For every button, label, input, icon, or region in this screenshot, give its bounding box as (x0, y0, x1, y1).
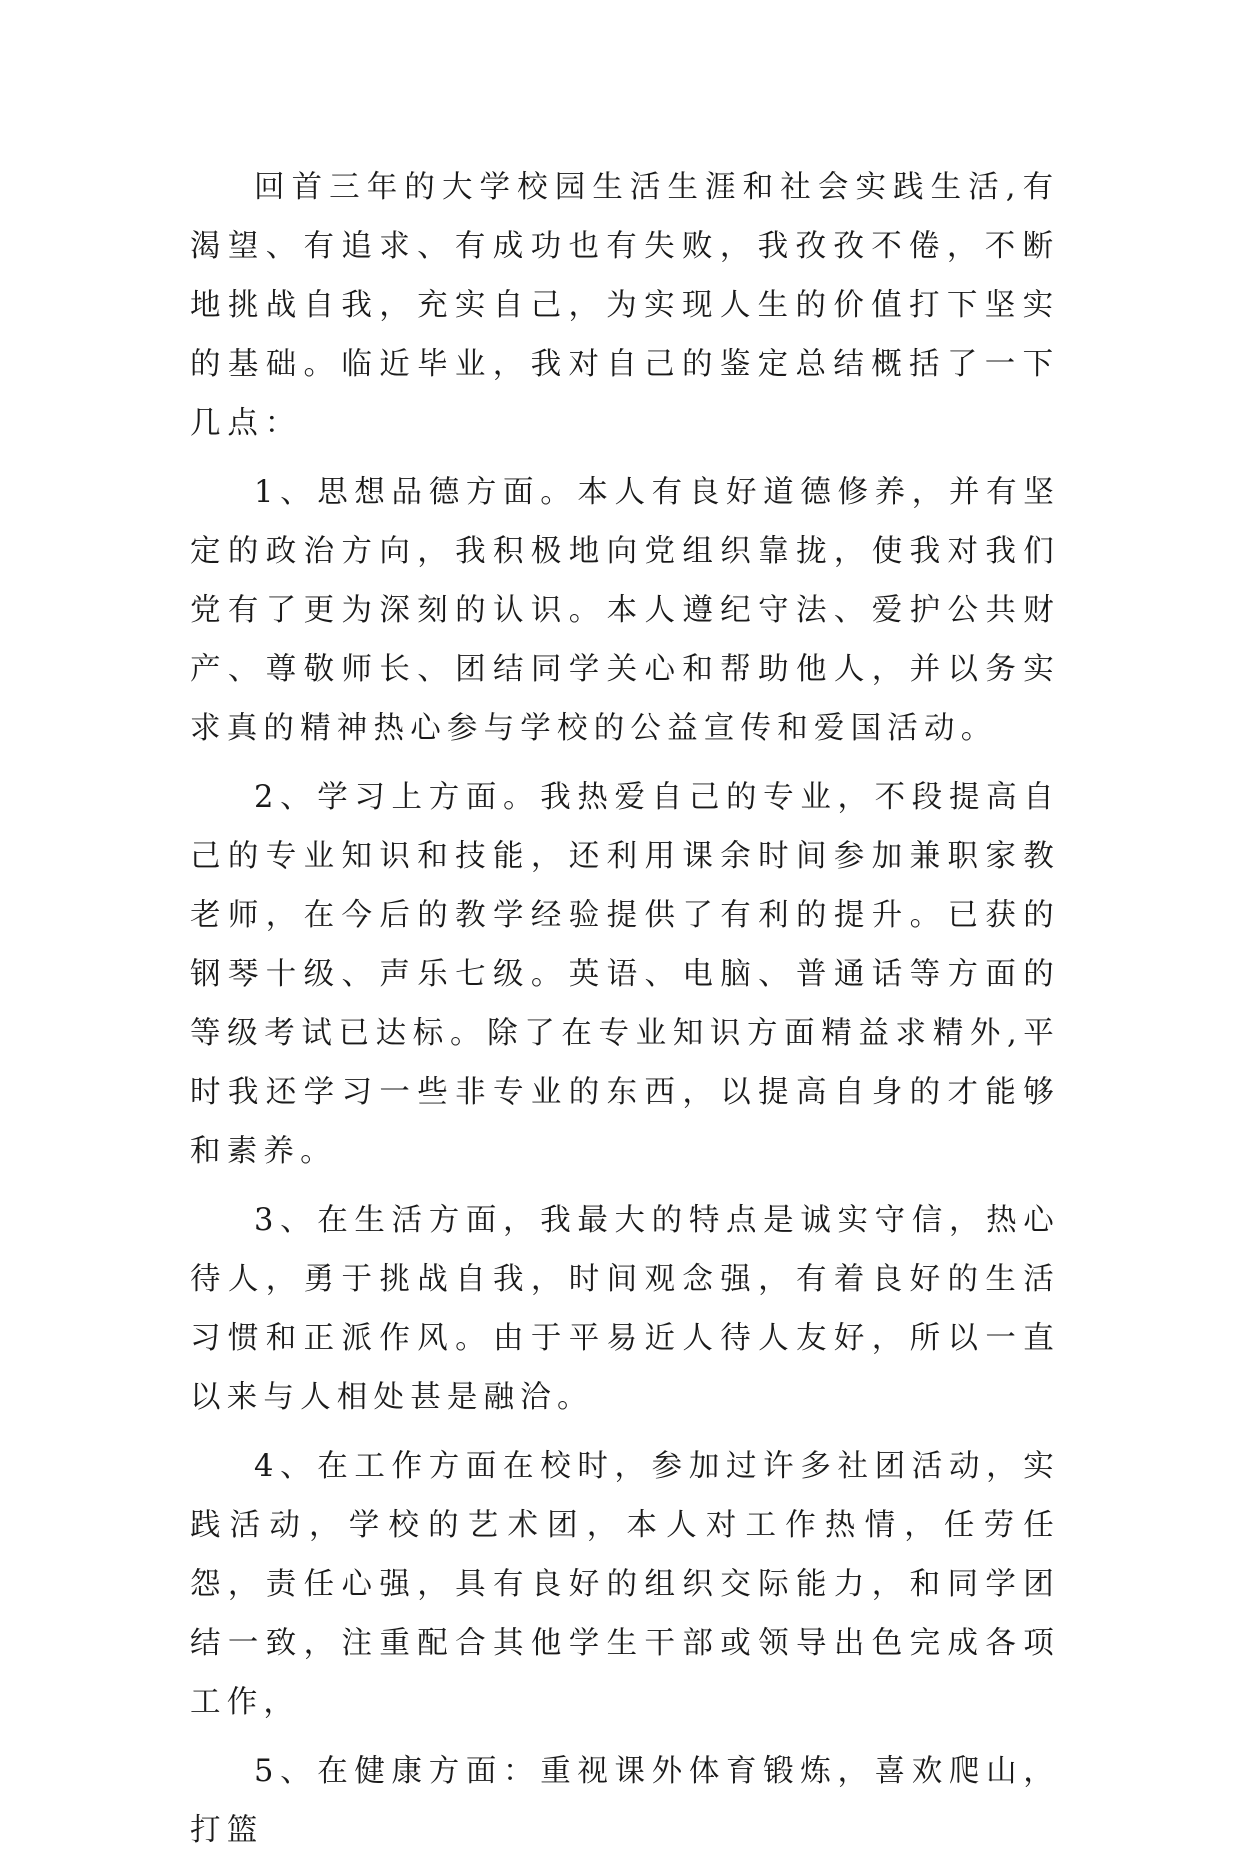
paragraph-study: 2、学习上方面。我热爱自己的专业，不段提高自己的专业知识和技能，还利用课余时间参加兼职家教老师，在今后的教学经验提供了有利的提升。已获的钢琴十级、声乐七级。英语、电脑、普通话等方面的等级考试已达标。除了在专业知识方面精益求精外,平时我还学习一些非专业的东西，以提高自身的才能够和素养。 (190, 780, 1060, 1169)
document-body (190, 158, 1060, 1860)
paragraph-work: 4、在工作方面在校时，参加过许多社团活动，实践活动，学校的艺术团，本人对工作热情，任劳任怨，责任心强，具有良好的组织交际能力，和同学团结一致，注重配合其他学生干部或领导出色完成各项工作， (190, 1449, 1060, 1720)
paragraph-life: 3、在生活方面，我最大的特点是诚实守信，热心待人，勇于挑战自我，时间观念强，有着良好的生活习惯和正派作风。由于平易近人待人友好，所以一直以来与人相处甚是融洽。 (190, 1203, 1060, 1415)
paragraph-health: 5、在健康方面：重视课外体育锻炼，喜欢爬山，打篮 (190, 1754, 1060, 1848)
paragraph-ideology: 1、思想品德方面。本人有良好道德修养，并有坚定的政治方向，我积极地向党组织靠拢，使我对我们党有了更为深刻的认识。本人遵纪守法、爱护公共财产、尊敬师长、团结同学关心和帮助他人，并以务实求真的精神热心参与学校的公益宣传和爱国活动。 (190, 475, 1060, 746)
paragraph-intro: 回首三年的大学校园生活生涯和社会实践生活,有渴望、有追求、有成功也有失败，我孜孜不倦，不断地挑战自我，充实自己，为实现人生的价值打下坚实的基础。临近毕业，我对自己的鉴定总结概括了一下几点： (190, 170, 1060, 441)
